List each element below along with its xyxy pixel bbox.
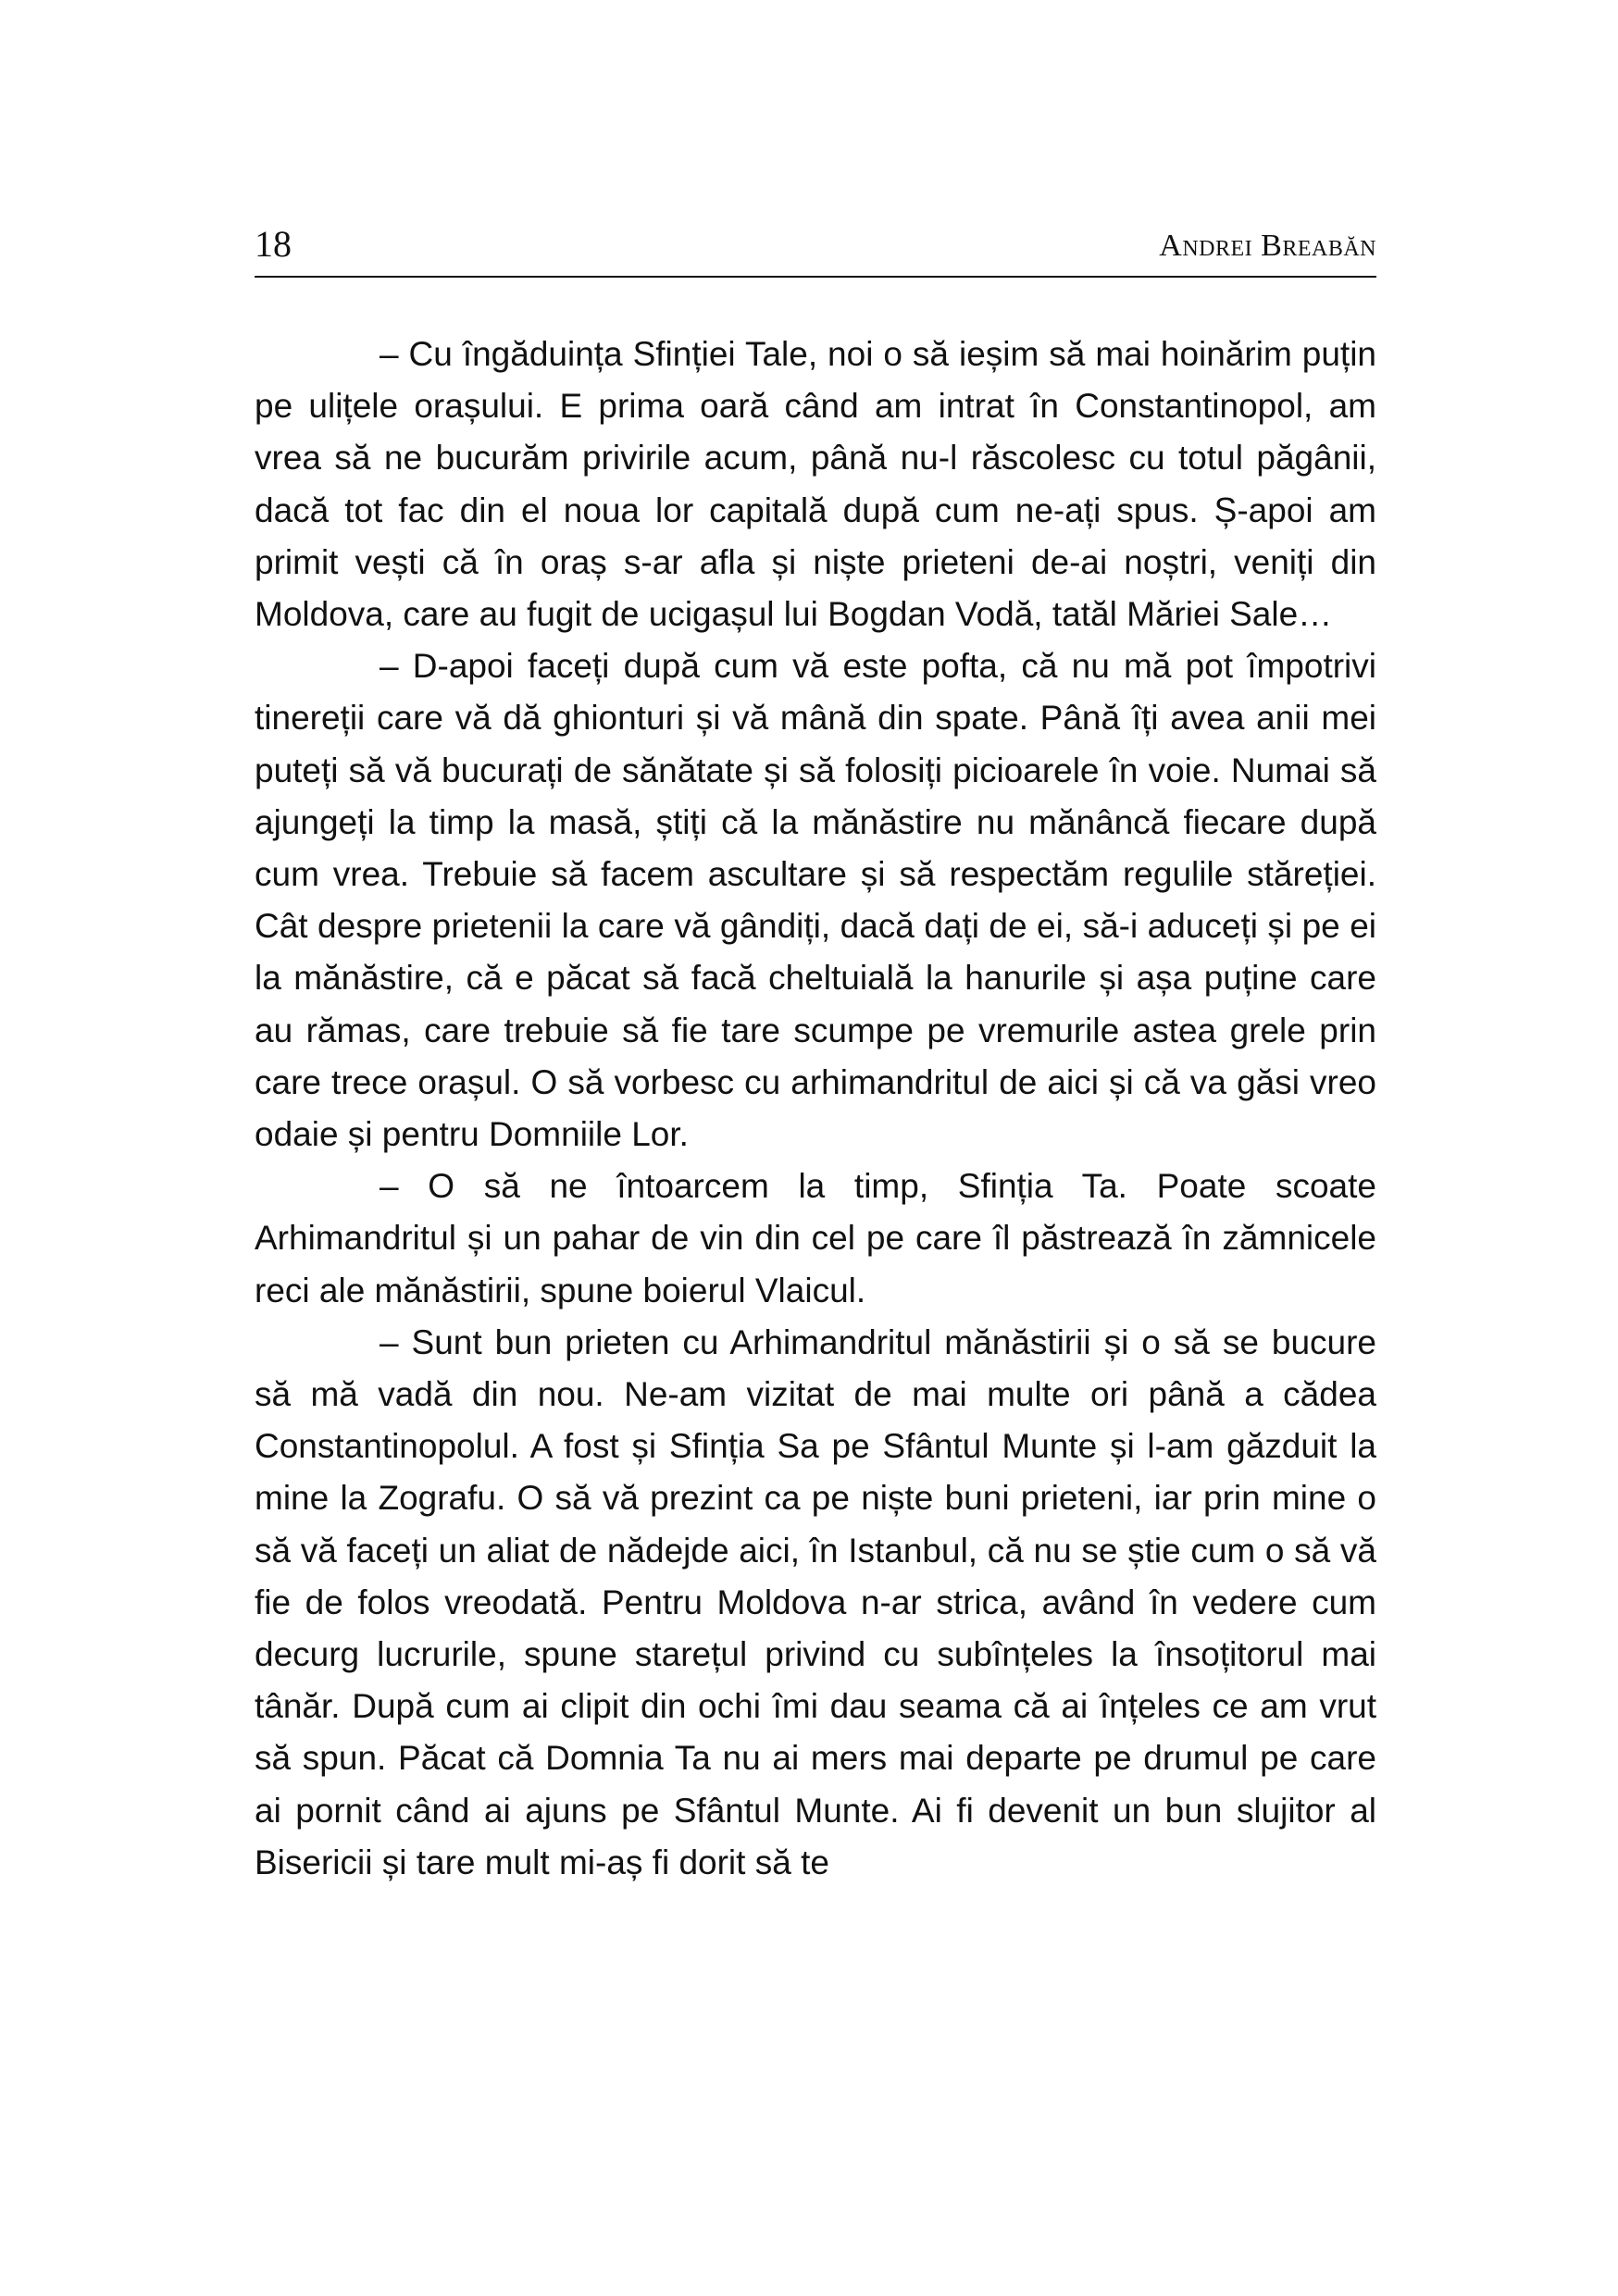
page-header	[255, 222, 1376, 278]
paragraph-4: – Sunt bun prieten cu Arhimandritul mănăstirii și o să se bucure să mă vadă din nou. Ne-am vizitat de mai multe ori până a cădea Constantinopolul. A fost și Sfinția Sa pe Sfântul Munte și l-am găzduit la mine la Zografu. O să vă prezint ca pe niște buni prieteni, iar prin mine o să vă faceți un aliat de nădejde aici, în Istanbul, că nu se știe cum o să vă fie de folos vreodată. Pentru Moldova n-ar strica, având în vedere cum decurg lucrurile, spune starețul privind cu subînțeles la însoțitorul mai tânăr. După cum ai clipit din ochi îmi dau seama că ai înțeles ce am vrut să spun. Păcat că Domnia Ta nu ai mers mai departe pe drumul pe care ai pornit când ai ajuns pe Sfântul Munte. Ai fi devenit un bun slujitor al Bisericii și tare mult mi-aș fi dorit să te	[255, 1322, 1376, 1881]
paragraph-3: – O să ne întoarcem la timp, Sfinția Ta. Poate scoate Arhimandritul și un pahar de vin din cel pe care îl păstrează în zămnicele reci ale mănăstirii, spune boierul Vlaicul.	[255, 1167, 1376, 1309]
running-head-author: Andrei Breabăn	[1159, 229, 1376, 263]
paragraph-1: – Cu îngăduința Sfinției Tale, noi o să ieșim să mai hoinărim puțin pe ulițele orașului. E prima oară când am intrat în Constantinopol, am vrea să ne bucurăm privirile acum, până nu-l răscolesc cu totul păgânii, dacă tot fac din el noua lor capitală după cum ne-ați spus. Ș-apoi am primit vești că în oraș s-ar afla și niște prieteni de-ai noștri, veniți din Moldova, care au fugit de ucigașul lui Bogdan Vodă, tatăl Măriei Sale…	[255, 335, 1376, 634]
body-text	[255, 329, 1376, 1889]
paragraph-2: – D-apoi faceți după cum vă este pofta, că nu mă pot împotrivi tinereții care vă dă ghionturi și vă mână din spate. Până îți avea anii mei puteți să vă bucurați de sănătate și să folosiți picioarele în voie. Numai să ajungeți la timp la masă, știți că la mănăstire nu mănâncă fiecare după cum vrea. Trebuie să facem ascultare și să respectăm regulile stăreției. Cât despre prietenii la care vă gândiți, dacă dați de ei, să-i aduceți și pe ei la mănăstire, că e păcat să facă cheltuială la hanurile și așa puține care au rămas, care trebuie să fie tare scumpe pe vremurile astea grele prin care trece orașul. O să vorbesc cu arhimandritul de aici și că va găsi vreo odaie și pentru Domniile Lor.	[255, 647, 1376, 1154]
page-number: 18	[255, 223, 292, 265]
